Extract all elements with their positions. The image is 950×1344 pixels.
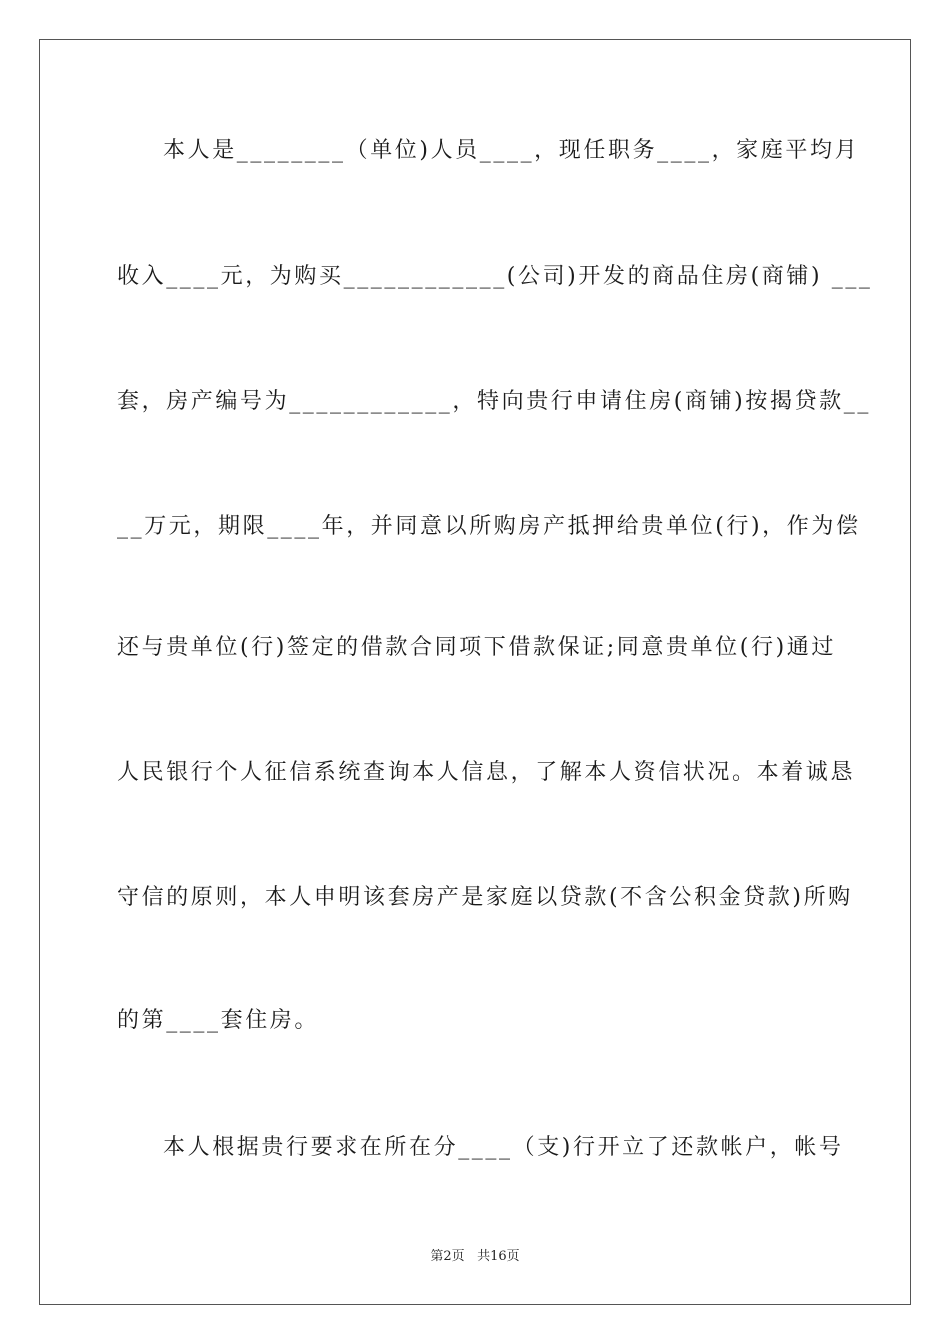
page-border [39, 39, 911, 1305]
page-total: 共16页 [477, 1249, 520, 1264]
paragraph-2-line-1: 本人根据贵行要求在所在分____（支)行开立了还款帐户，帐号 [163, 1135, 844, 1160]
page-number: 第2页 [430, 1249, 465, 1264]
paragraph-1-line-7: 守信的原则，本人申明该套房产是家庭以贷款(不含公积金贷款)所购 [117, 885, 853, 910]
paragraph-1-line-6: 人民银行个人征信系统查询本人信息，了解本人资信状况。本着诚恳 [117, 760, 856, 785]
page-footer [0, 1249, 950, 1265]
paragraph-1-line-5: 还与贵单位(行)签定的借款合同项下借款保证;同意贵单位(行)通过 [117, 635, 836, 660]
paragraph-1-line-8: 的第____套住房。 [117, 1008, 320, 1033]
paragraph-1-line-4: __万元，期限____年，并同意以所购房产抵押给贵单位(行)，作为偿 [117, 514, 861, 539]
paragraph-1-line-2: 收入____元，为购买____________(公司)开发的商品住房(商铺) ___ [117, 264, 873, 289]
paragraph-1-line-1: 本人是________（单位)人员____，现任职务____，家庭平均月 [163, 138, 860, 163]
paragraph-1-line-3: 套，房产编号为____________，特向贵行申请住房(商铺)按揭贷款__ [117, 389, 871, 414]
